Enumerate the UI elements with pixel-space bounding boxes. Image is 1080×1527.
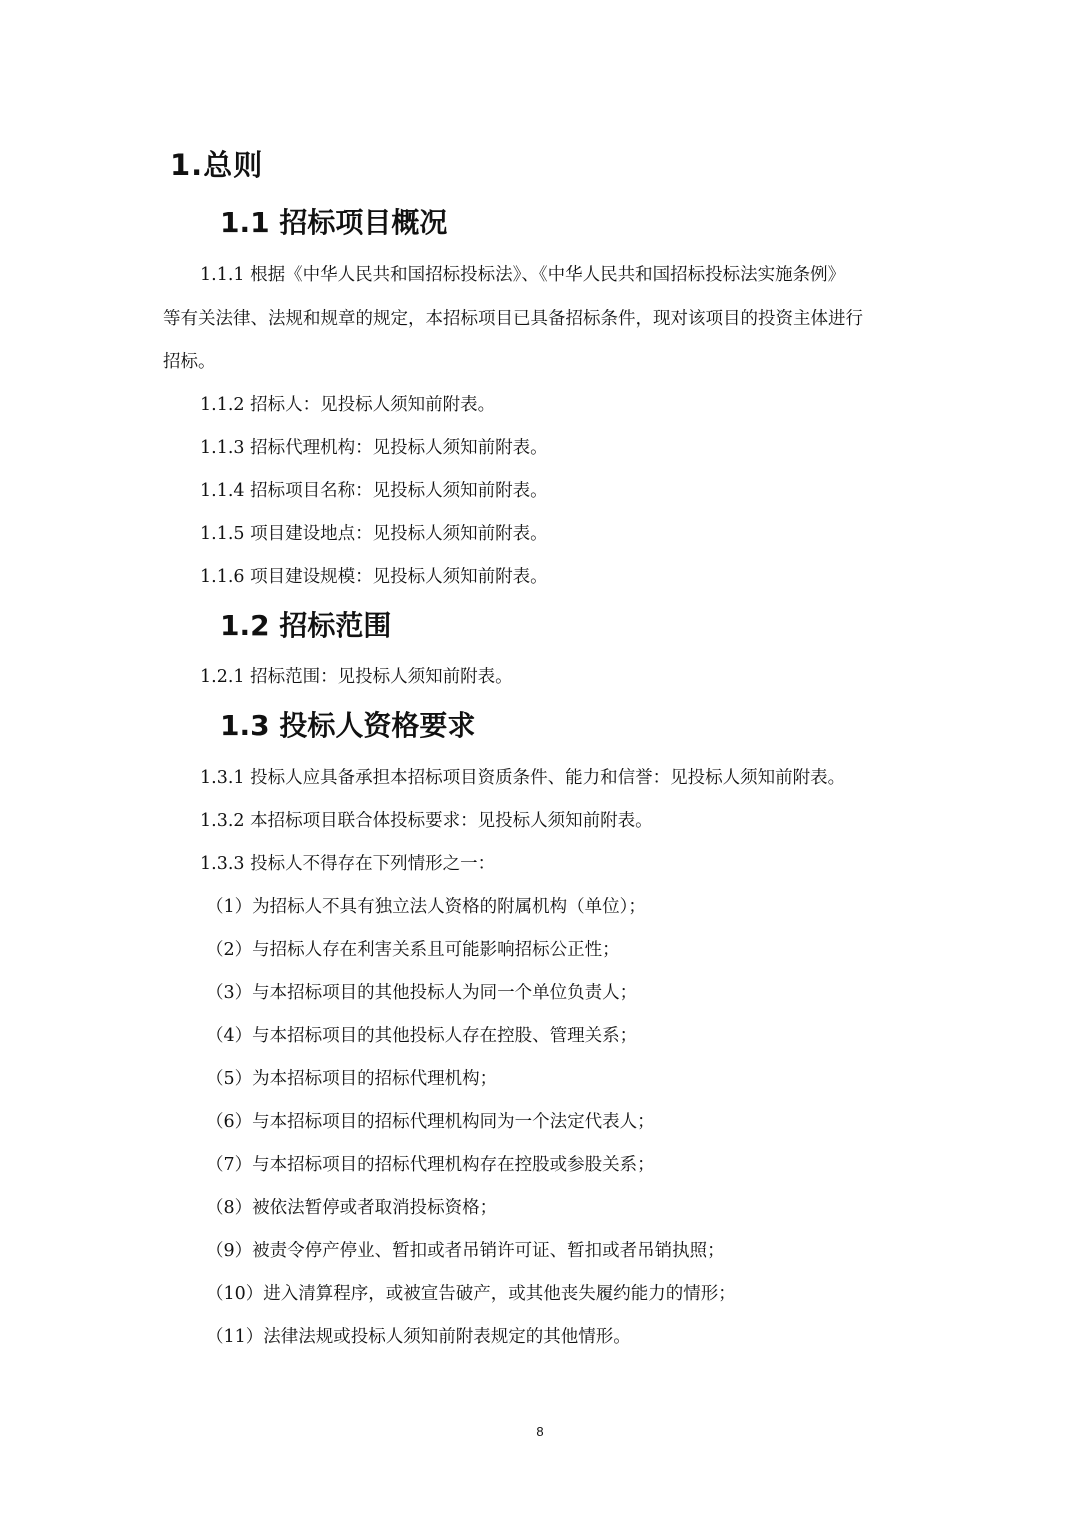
paragraph-1-1-5: 1.1.5 项目建设地点：见投标人须知前附表。 <box>200 524 548 544</box>
paragraph-1-1-1-line1: 1.1.1 根据《中华人民共和国招标投标法》、《中华人民共和国招标投标法实施条例》 <box>200 265 846 285</box>
section-heading-1-3: 1.3 投标人资格要求 <box>220 709 476 742</box>
list-item: （8）被依法暂停或者取消投标资格； <box>206 1198 498 1218</box>
section-heading-1-2: 1.2 招标范围 <box>220 609 392 642</box>
paragraph-1-1-6: 1.1.6 项目建设规模：见投标人须知前附表。 <box>200 567 548 587</box>
paragraph-1-1-2: 1.1.2 招标人：见投标人须知前附表。 <box>200 395 496 415</box>
list-item: （9）被责令停产停业、暂扣或者吊销许可证、暂扣或者吊销执照； <box>206 1241 725 1261</box>
list-item: （10）进入清算程序，或被宣告破产，或其他丧失履约能力的情形； <box>206 1284 736 1304</box>
list-item: （5）为本招标项目的招标代理机构； <box>206 1069 498 1089</box>
list-item: （3）与本招标项目的其他投标人为同一个单位负责人； <box>206 983 638 1003</box>
paragraph-1-3-2: 1.3.2 本招标项目联合体投标要求：见投标人须知前附表。 <box>200 811 653 831</box>
list-item: （11）法律法规或投标人须知前附表规定的其他情形。 <box>206 1327 631 1347</box>
list-item: （4）与本招标项目的其他投标人存在控股、管理关系； <box>206 1026 638 1046</box>
page-number: 8 <box>536 1424 544 1439</box>
paragraph-1-2-1: 1.2.1 招标范围：见投标人须知前附表。 <box>200 667 513 687</box>
list-item: （6）与本招标项目的招标代理机构同为一个法定代表人； <box>206 1112 655 1132</box>
paragraph-1-1-4: 1.1.4 招标项目名称：见投标人须知前附表。 <box>200 481 548 501</box>
paragraph-1-1-1-line2: 等有关法律、法规和规章的规定，本招标项目已具备招标条件，现对该项目的投资主体进行 <box>163 309 863 329</box>
paragraph-1-3-1: 1.3.1 投标人应具备承担本招标项目资质条件、能力和信誉：见投标人须知前附表。 <box>200 768 846 788</box>
chapter-heading: 1.总则 <box>170 148 264 182</box>
paragraph-1-1-3: 1.1.3 招标代理机构：见投标人须知前附表。 <box>200 438 548 458</box>
list-item: （7）与本招标项目的招标代理机构存在控股或参股关系； <box>206 1155 655 1175</box>
list-item: （2）与招标人存在利害关系且可能影响招标公正性； <box>206 940 620 960</box>
section-heading-1-1: 1.1 招标项目概况 <box>220 206 448 239</box>
paragraph-1-3-3: 1.3.3 投标人不得存在下列情形之一： <box>200 854 496 874</box>
paragraph-1-1-1-line3: 招标。 <box>163 352 216 372</box>
list-item: （1）为招标人不具有独立法人资格的附属机构（单位）； <box>206 897 646 917</box>
